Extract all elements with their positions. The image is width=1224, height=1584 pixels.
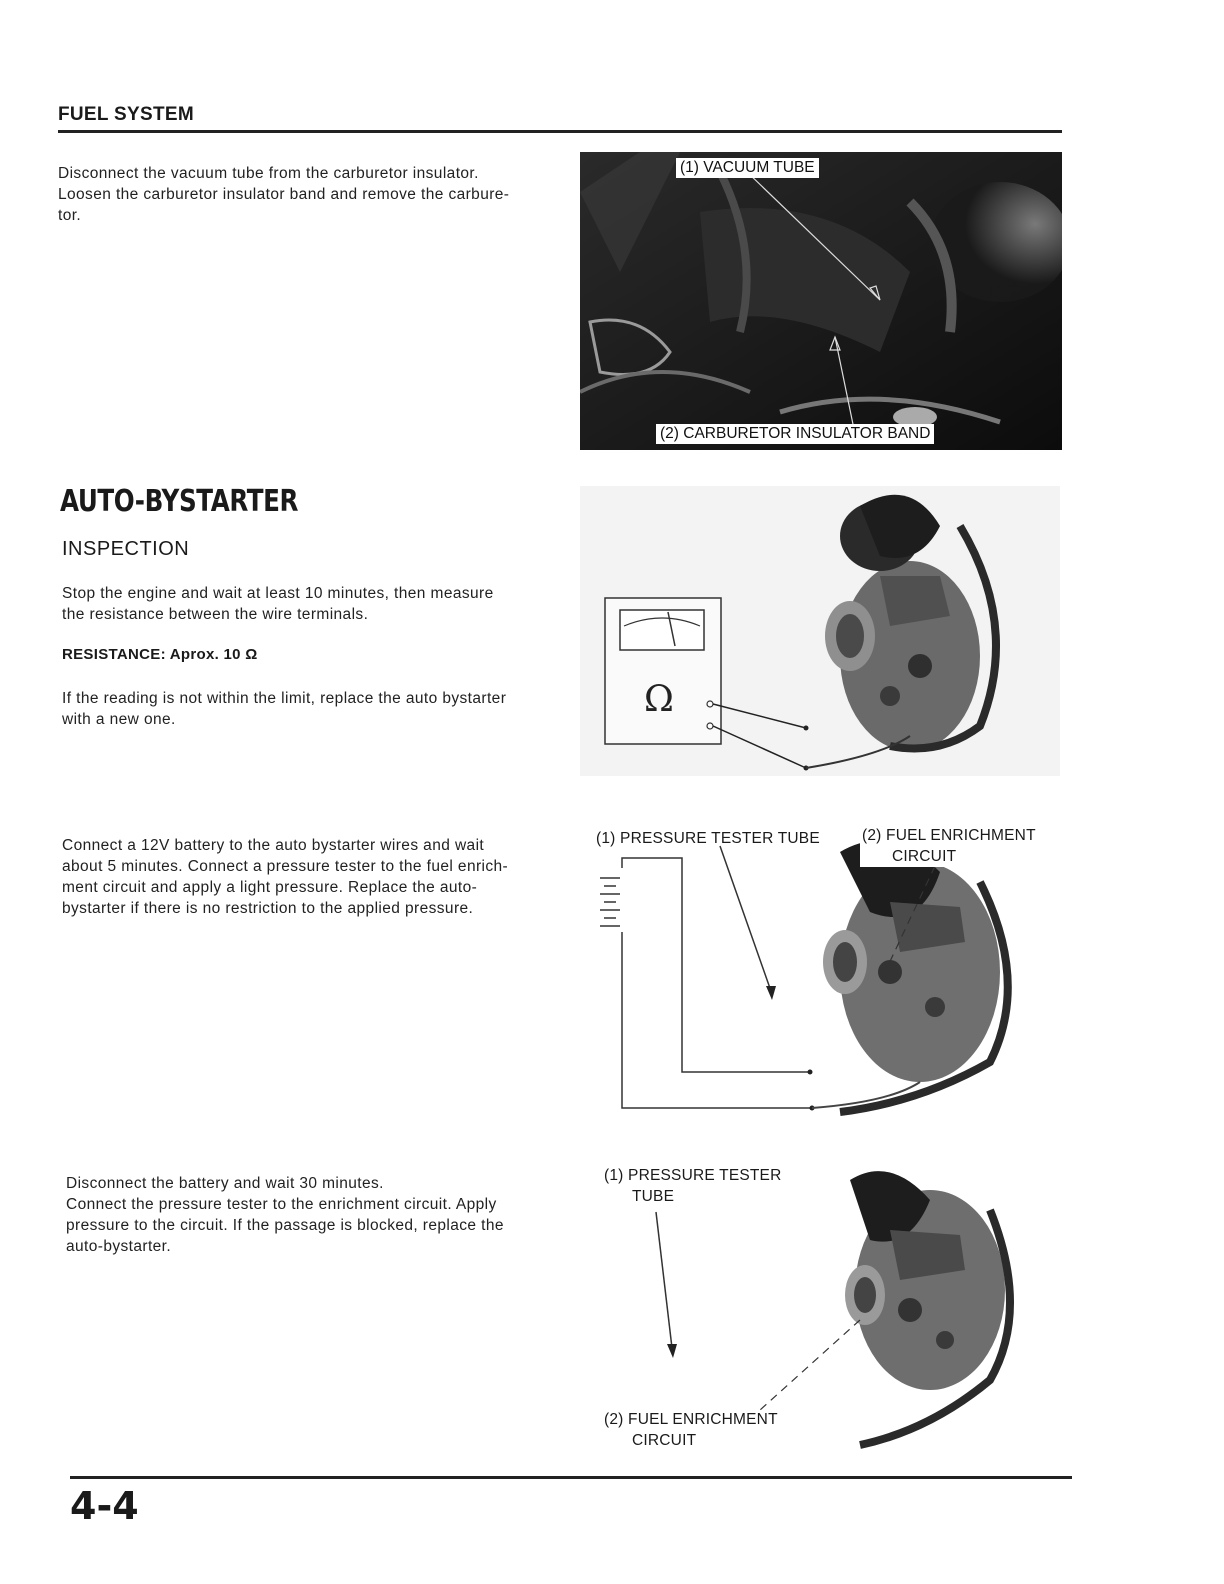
text-line: the resistance between the wire terminals. (62, 606, 369, 623)
text-line: Disconnect the vacuum tube from the carburetor insulator. (58, 165, 479, 182)
text-line: Connect the pressure tester to the enrichment circuit. Apply (66, 1196, 497, 1213)
text-line: with a new one. (62, 711, 176, 728)
text-line: pressure to the circuit. If the passage is blocked, replace the (66, 1217, 504, 1234)
section-header: FUEL SYSTEM (58, 104, 194, 125)
label-line: CIRCUIT (892, 848, 957, 865)
subsection-title: INSPECTION (62, 538, 190, 560)
footer-rule (70, 1476, 1072, 1479)
battery-symbol (600, 878, 620, 926)
pressure-tube-arrow (650, 1212, 680, 1362)
text-line: bystarter if there is no restriction to the applied pressure. (62, 900, 474, 917)
text-line: tor. (58, 207, 82, 224)
label-line: CIRCUIT (632, 1432, 697, 1449)
label-line: TUBE (632, 1188, 675, 1205)
text-line: If the reading is not within the limit, replace the auto bystarter (62, 690, 507, 707)
resistance-instructions (62, 583, 567, 625)
fuel-enrichment-label (860, 825, 1036, 867)
text-line: Connect a 12V battery to the auto bystarter wires and wait (62, 837, 485, 854)
text-line: Loosen the carburetor insulator band and remove the carbure- (58, 186, 510, 203)
ohmmeter-figure (580, 486, 1060, 786)
section-title: AUTO-BYSTARTER (60, 484, 299, 519)
ohm-symbol: Ω (644, 679, 674, 720)
vacuum-tube-photo (580, 152, 1062, 450)
pressure-tube-leader (720, 846, 772, 994)
label-line: (2) FUEL ENRICHMENT (862, 827, 1036, 844)
disconnect-test-instructions (66, 1173, 571, 1257)
carburetor-illustration (823, 841, 1008, 1112)
enrichment-leader (760, 1320, 860, 1410)
text-line: Disconnect the battery and wait 30 minutes. (66, 1175, 384, 1192)
vacuum-tube-label: (1) VACUUM TUBE (676, 158, 819, 178)
pressure-tester-tube-label (604, 1165, 782, 1207)
resistance-spec: RESISTANCE: Aprox. 10 Ω (62, 646, 258, 663)
carburetor-illustration (845, 1171, 1010, 1445)
text-line: ment circuit and apply a light pressure. Replace the auto- (62, 879, 478, 896)
fuel-enrichment-label (604, 1409, 778, 1451)
engine-photo-illustration (580, 152, 1062, 450)
label-line: (1) PRESSURE TESTER (604, 1167, 782, 1184)
blocked-passage-figure (780, 1160, 1040, 1460)
text-line: Stop the engine and wait at least 10 minutes, then measure (62, 585, 494, 602)
header-rule (58, 130, 1062, 133)
battery-test-instructions (62, 835, 567, 919)
text-line: about 5 minutes. Connect a pressure tester to the fuel enrich- (62, 858, 509, 875)
page-number: 4-4 (70, 1484, 139, 1528)
pressure-tester-tube-label: (1) PRESSURE TESTER TUBE (596, 830, 820, 847)
insulator-band-label: (2) CARBURETOR INSULATOR BAND (656, 424, 934, 444)
carburetor-removal-text (58, 163, 563, 226)
replace-instructions (62, 688, 567, 730)
text-line: auto-bystarter. (66, 1238, 172, 1255)
label-line: (2) FUEL ENRICHMENT (604, 1411, 778, 1428)
